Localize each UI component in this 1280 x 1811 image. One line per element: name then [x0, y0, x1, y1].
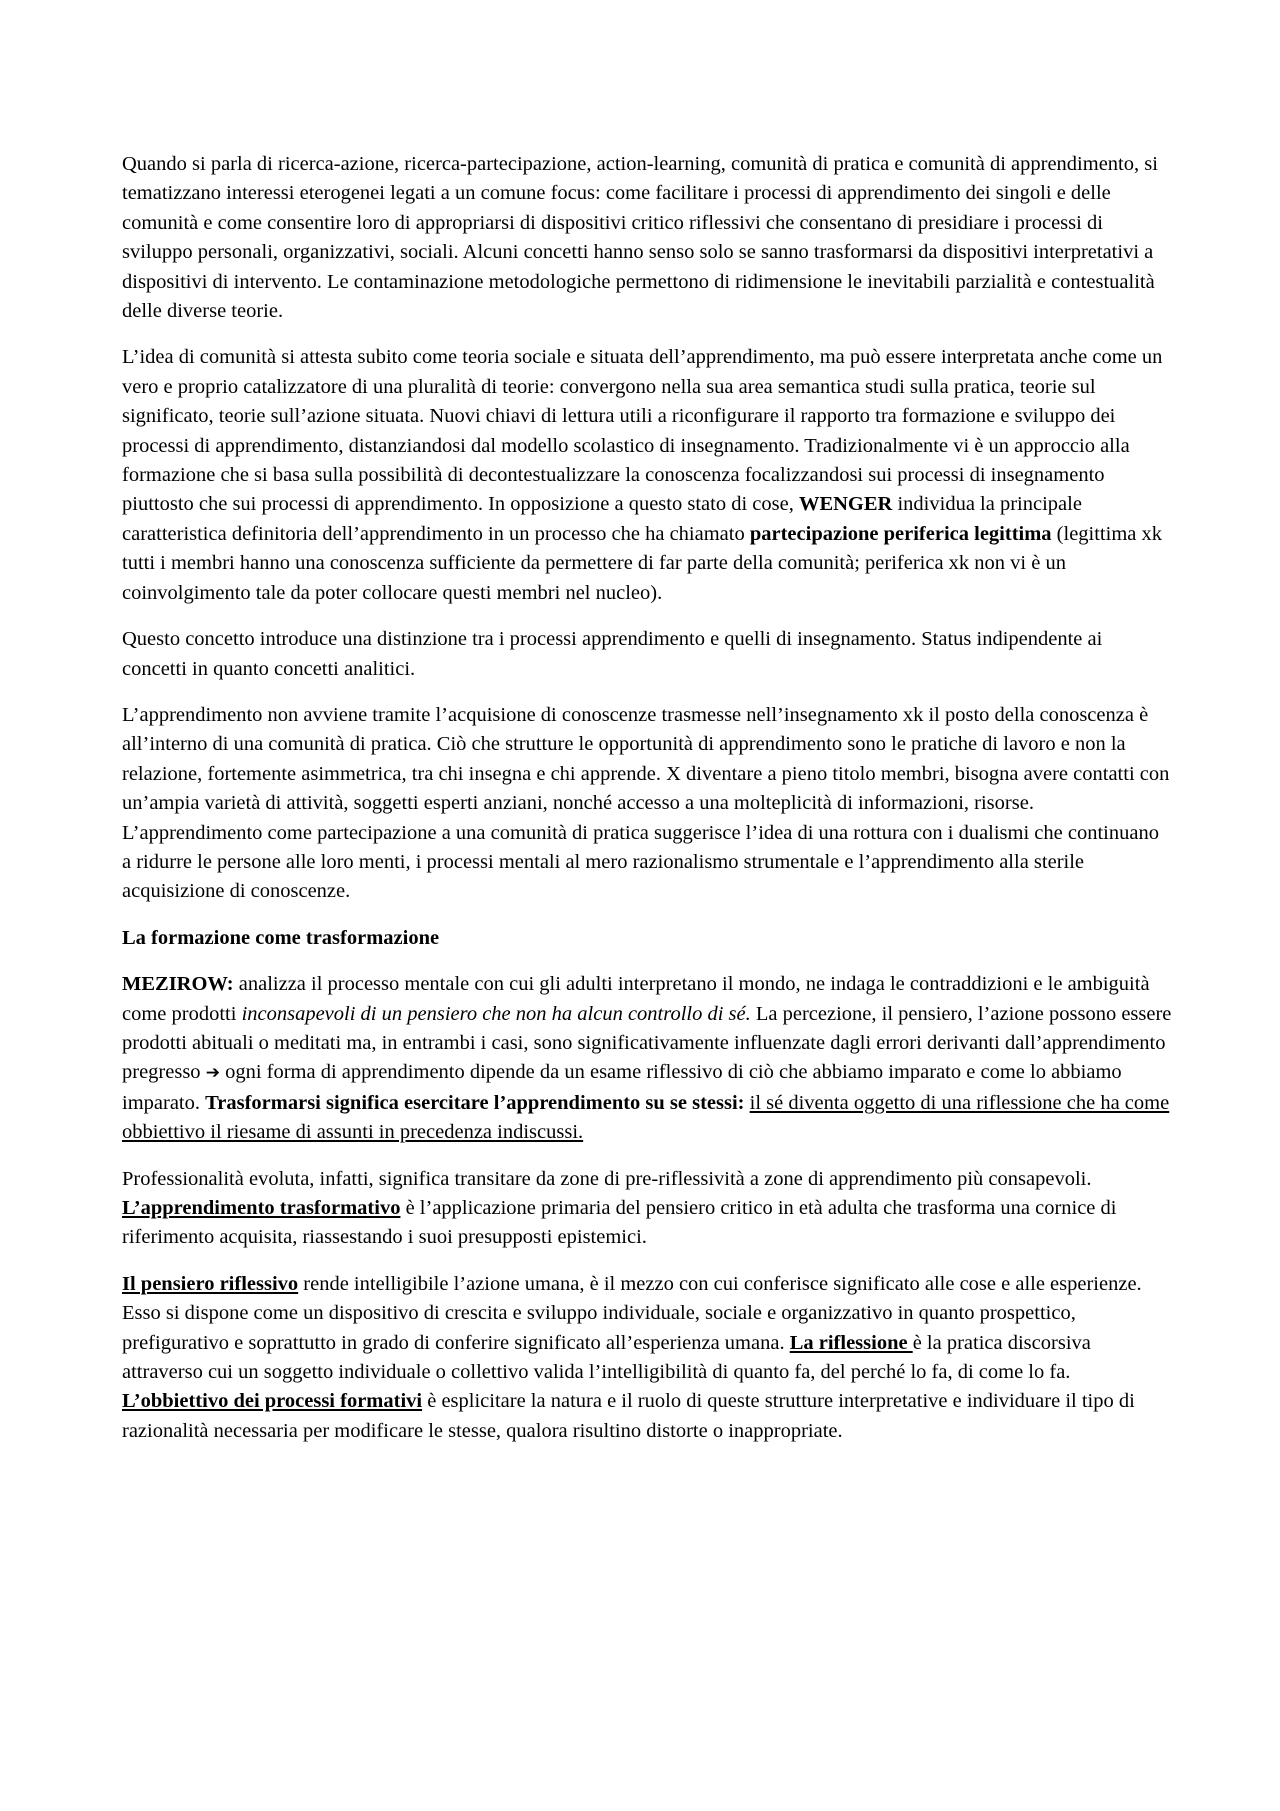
italic-run: inconsapevoli di un pensiero che non ha alcun controllo di sé. [241, 1002, 751, 1025]
text-run: analizza il processo mentale con cui gli adulti interpretano il mondo, ne indaga le contraddizioni e le ambiguità come prodotti [122, 973, 1150, 1025]
bold-underlined-term: L’apprendimento trasformativo [122, 1197, 401, 1219]
text-run: (legittima xk tutti i membri hanno una conoscenza sufficiente da permettere di far parte della comunità; periferica xk non vi è un coinvolgimento tale da poter collocare questi membri nel nucleo). [122, 522, 1162, 604]
paragraph-5 [122, 970, 1172, 1147]
section-heading: La formazione come trasformazione [122, 926, 440, 949]
paragraph-2 [122, 343, 1172, 608]
bold-mezirow: MEZIROW: [122, 973, 234, 996]
bold-run: Trasformarsi significa esercitare l’apprendimento su se stessi: [205, 1091, 745, 1114]
document-page [122, 150, 1172, 1463]
paragraph-6 [122, 1165, 1172, 1253]
paragraph-7 [122, 1270, 1172, 1446]
bold-underlined-term: Il pensiero riflessivo [122, 1272, 299, 1295]
text-run: è l’applicazione primaria del pensiero critico in età adulta che trasforma una cornice di riferimento acquisita, riassestando i suoi presupposti epistemici. [122, 1197, 1117, 1249]
paragraph-4: L’apprendimento non avviene tramite l’acquisione di conoscenze trasmesse nell’insegnamento xk il posto della conoscenza è all’interno di una comunità di pratica. Ciò che strutture le opportunità di apprendimento sono le pratiche di lavoro e non la relazione, fortemente asimmetrica, tra chi insegna e chi apprende. X diventare a pieno titolo membri, bisogna avere contatti con un’ampia varietà di attività, soggetti esperti anziani, nonché accesso a una molteplicità di informazioni, risorse. L’apprendimento come partecipazione a una comunità di pratica suggerisce l’idea di una rottura con i dualismi che continuano a ridurre le persone alle loro menti, i processi mentali al mero razionalismo strumentale e l’apprendimento alla sterile acquisizione di conoscenze. [122, 703, 1170, 903]
text-run: rende intelligibile l’azione umana, è il mezzo con cui conferisce significato alle cose e alle esperienze. Esso si dispone come un dispositivo di crescita e sviluppo individuale, sociale e organizzativo in quanto prospettico, prefigurativo e soprattutto in grado di conferire significato all’esperienza umana. [122, 1272, 1142, 1354]
bold-term: partecipazione periferica legittima [749, 522, 1052, 545]
bold-underlined-term: L’obbiettivo dei processi formativi [122, 1390, 423, 1413]
underlined-run: il sé diventa oggetto di una riflessione che ha come obbiettivo il riesame di assunti in precedenza indiscussi. [122, 1091, 1170, 1144]
text-run: è la pratica discorsiva attraverso cui un soggetto individuale o collettivo valida l’intelligibilità di quanto fa, del perché lo fa, di come lo fa. [122, 1331, 1091, 1384]
paragraph-1: Quando si parla di ricerca-azione, ricerca-partecipazione, action-learning, comunità di pratica e comunità di apprendimento, si tematizzano interessi eterogenei legati a un comune focus: come facilitare i processi di apprendimento dei singoli e delle comunità e come consentire loro di appropriarsi di dispositivi critico riflessivi che consentano di presidiare i processi di sviluppo personali, organizzativi, sociali. Alcuni concetti hanno senso solo se sanno trasformarsi da dispositivi interpretativi a dispositivi di intervento. Le contaminazione metodologiche permettono di ridimensione le inevitabili parzialità e contestualità delle diverse teorie. [122, 153, 1158, 323]
text-run: ogni forma di apprendimento dipende da un esame riflessivo di ciò che abbiamo imparato e come lo abbiamo imparato. [122, 1061, 1122, 1114]
text-run: L’idea di comunità si attesta subito come teoria sociale e situata dell’apprendimento, ma può essere interpretata anche come un vero e proprio catalizzatore di una pluralità di teorie: convergono nella sua area semantica studi sulla pratica, teorie sul significato, teorie sull’azione situata. Nuovi chiavi di lettura utili a riconfigurare il rapporto tra formazione e sviluppo dei processi di apprendimento, distanziandosi dal modello scolastico di insegnamento. Tradizionalmente vi è un approccio alla formazione che si basa sulla possibilità di decontestualizzare la conoscenza focalizzandosi sui processi di insegnamento piuttosto che sui processi di apprendimento. In opposizione a questo stato di cose, [122, 346, 1163, 516]
bold-wenger: WENGER [798, 493, 893, 516]
text-run: individua la principale caratteristica definitoria dell’apprendimento in un processo che ha chiamato [122, 493, 1082, 545]
text-run: La percezione, il pensiero, l’azione possono essere prodotti abituali o meditati ma, in entrambi i casi, sono significativamente influenzate dagli errori derivanti dall’apprendimento pregresso [122, 1002, 1172, 1084]
arrow-right-icon: ➔ [205, 1063, 220, 1084]
text-run: è esplicitare la natura e il ruolo di queste strutture interpretative e individuare il tipo di razionalità necessaria per modificare le stesse, qualora risultino distorte o inappropriate. [122, 1390, 1135, 1442]
bold-underlined-term: La riflessione [789, 1331, 913, 1354]
text-run: Professionalità evoluta, infatti, significa transitare da zone di pre-riflessività a zone di apprendimento più consapevoli. [122, 1167, 1092, 1190]
paragraph-3: Questo concetto introduce una distinzione tra i processi apprendimento e quelli di insegnamento. Status indipendente ai concetti in quanto concetti analitici. [122, 628, 1103, 680]
